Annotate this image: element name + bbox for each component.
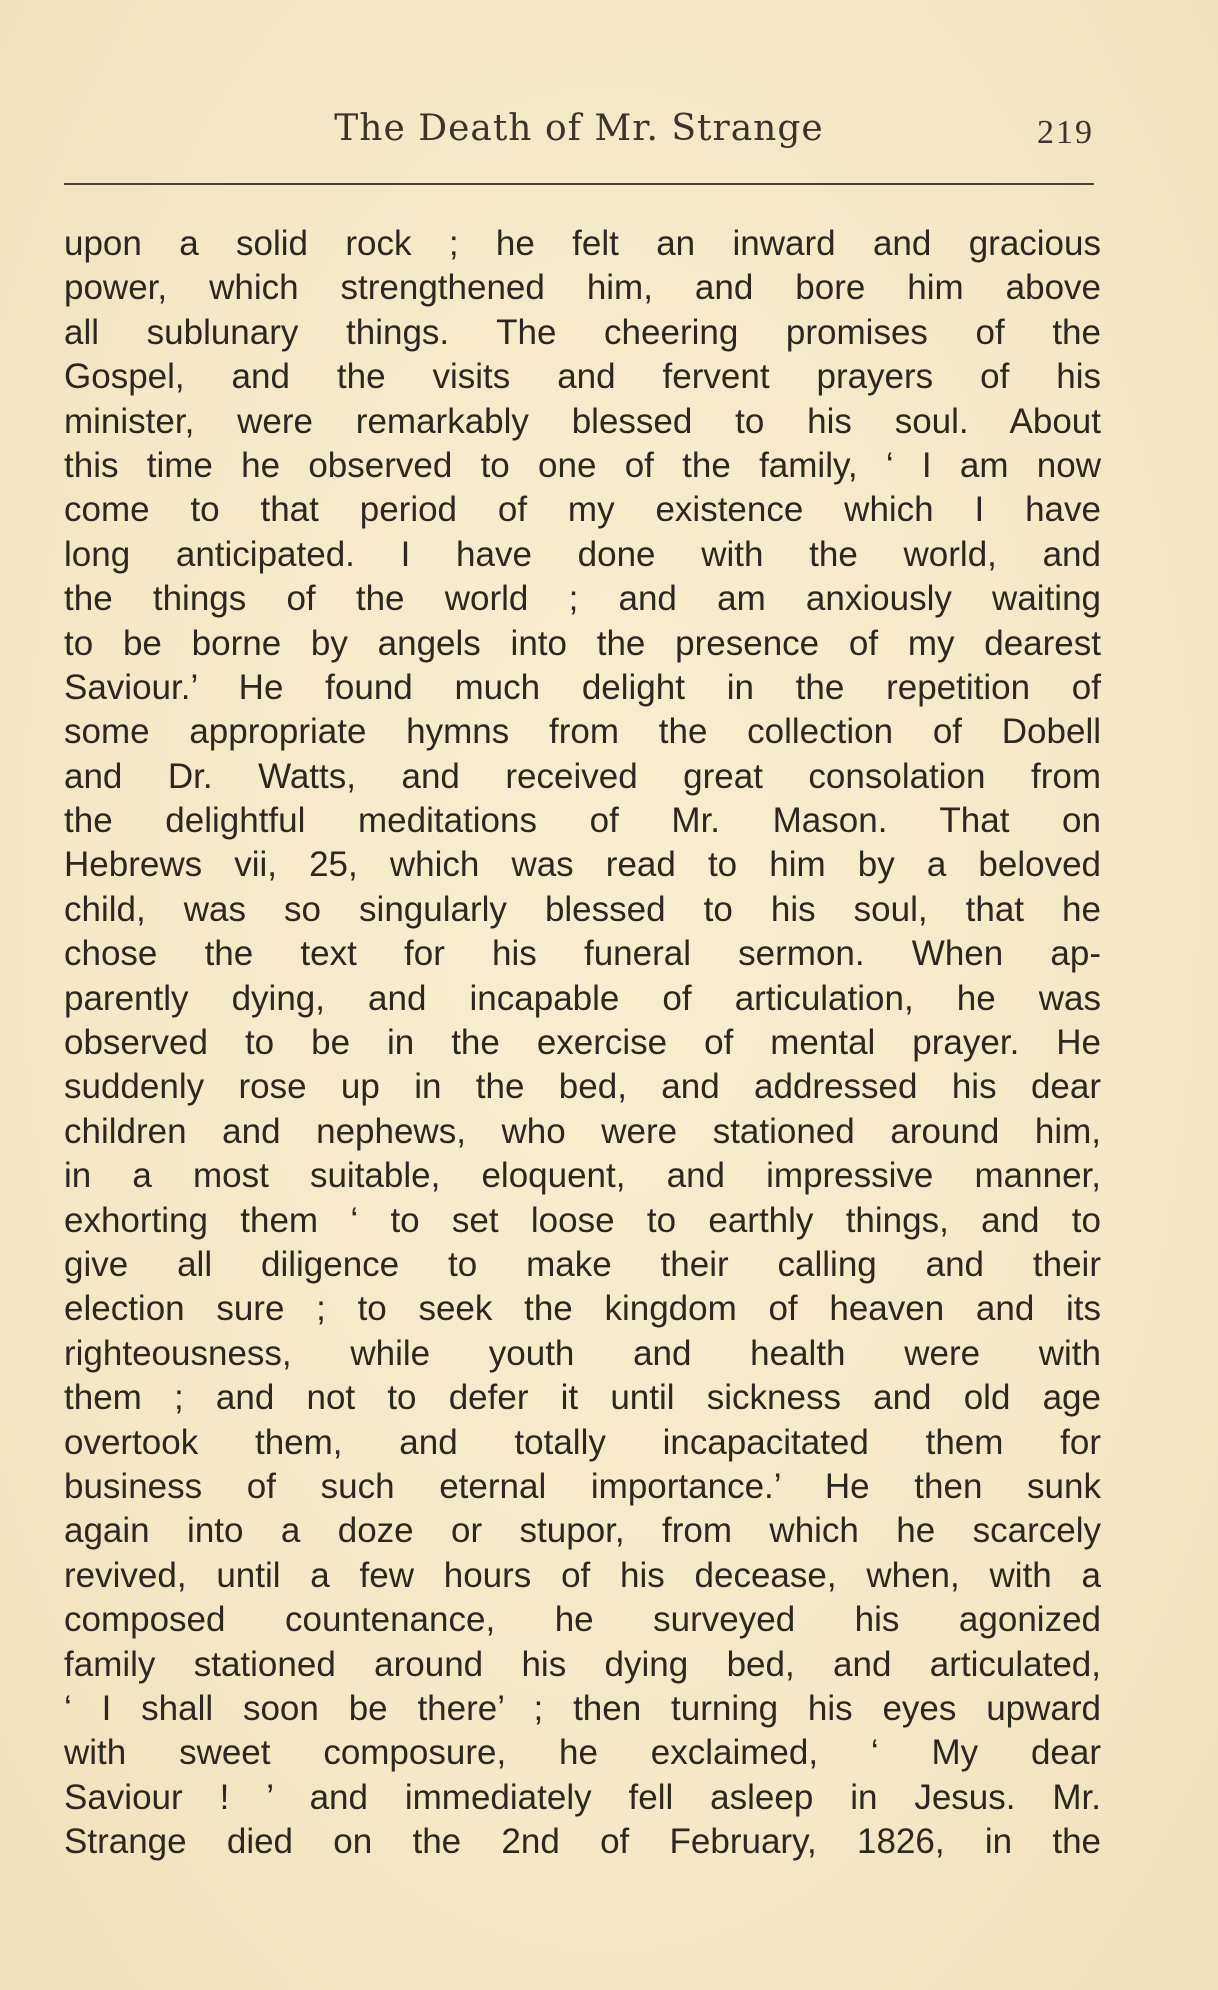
text-line: them ; and not to defer it until sickness and old age: [64, 1378, 1101, 1418]
text-line: Strange died on the 2nd of February, 1826, in the: [64, 1822, 1101, 1862]
body-text: [64, 222, 1101, 1864]
text-line: suddenly rose up in the bed, and addressed his dear: [64, 1067, 1101, 1107]
page-header: [64, 100, 1094, 170]
text-line: upon a solid rock ; he felt an inward and gracious: [64, 224, 1101, 263]
text-line: Saviour ! ’ and immediately fell asleep in Jesus. Mr.: [64, 1777, 1101, 1817]
text-line: business of such eternal importance.’ He then sunk: [64, 1466, 1101, 1506]
page-number: 219: [1037, 114, 1094, 151]
text-line: again into a doze or stupor, from which he scarcely: [64, 1511, 1101, 1551]
text-line: child, was so singularly blessed to his soul, that he: [64, 889, 1101, 929]
text-line: Gospel, and the visits and fervent prayers of his: [64, 357, 1101, 397]
text-line: to be borne by angels into the presence of my dearest: [64, 623, 1101, 663]
text-line: family stationed around his dying bed, and articulated,: [64, 1644, 1101, 1684]
text-line: righteousness, while youth and health were with: [64, 1333, 1101, 1373]
running-title: The Death of Mr. Strange: [334, 108, 824, 149]
text-line: all sublunary things. The cheering promises of the: [64, 312, 1101, 352]
text-line: chose the text for his funeral sermon. When ap-: [64, 934, 1101, 974]
text-line: ‘ I shall soon be there’ ; then turning his eyes upward: [64, 1688, 1101, 1728]
text-line: Saviour.’ He found much delight in the repetition of: [64, 667, 1101, 707]
text-line: in a most suitable, eloquent, and impressive manner,: [64, 1156, 1101, 1196]
text-line: power, which strengthened him, and bore him above: [64, 268, 1101, 308]
text-line: election sure ; to seek the kingdom of heaven and its: [64, 1289, 1101, 1329]
text-line: the things of the world ; and am anxiously waiting: [64, 579, 1101, 619]
text-line: with sweet composure, he exclaimed, ‘ My dear: [64, 1733, 1101, 1773]
text-line: and Dr. Watts, and received great consolation from: [64, 756, 1101, 796]
text-line: come to that period of my existence which I have: [64, 490, 1101, 530]
text-line: children and nephews, who were stationed around him,: [64, 1111, 1101, 1151]
text-line: revived, until a few hours of his decease, when, with a: [64, 1555, 1101, 1595]
text-line: this time he observed to one of the family, ‘ I am now: [64, 445, 1101, 485]
text-line: observed to be in the exercise of mental prayer. He: [64, 1023, 1101, 1063]
text-line: minister, were remarkably blessed to his soul. About: [64, 401, 1101, 441]
header-rule: [64, 183, 1094, 185]
text-line: composed countenance, he surveyed his agonized: [64, 1600, 1101, 1640]
text-line: exhorting them ‘ to set loose to earthly things, and to: [64, 1200, 1101, 1240]
text-line: parently dying, and incapable of articulation, he was: [64, 978, 1101, 1018]
text-line: the delightful meditations of Mr. Mason. That on: [64, 801, 1101, 841]
text-line: Hebrews vii, 25, which was read to him by a beloved: [64, 845, 1101, 885]
text-line: long anticipated. I have done with the world, and: [64, 534, 1101, 574]
text-line: some appropriate hymns from the collection of Dobell: [64, 712, 1101, 752]
text-line: overtook them, and totally incapacitated them for: [64, 1422, 1101, 1462]
text-line: give all diligence to make their calling and their: [64, 1244, 1101, 1284]
